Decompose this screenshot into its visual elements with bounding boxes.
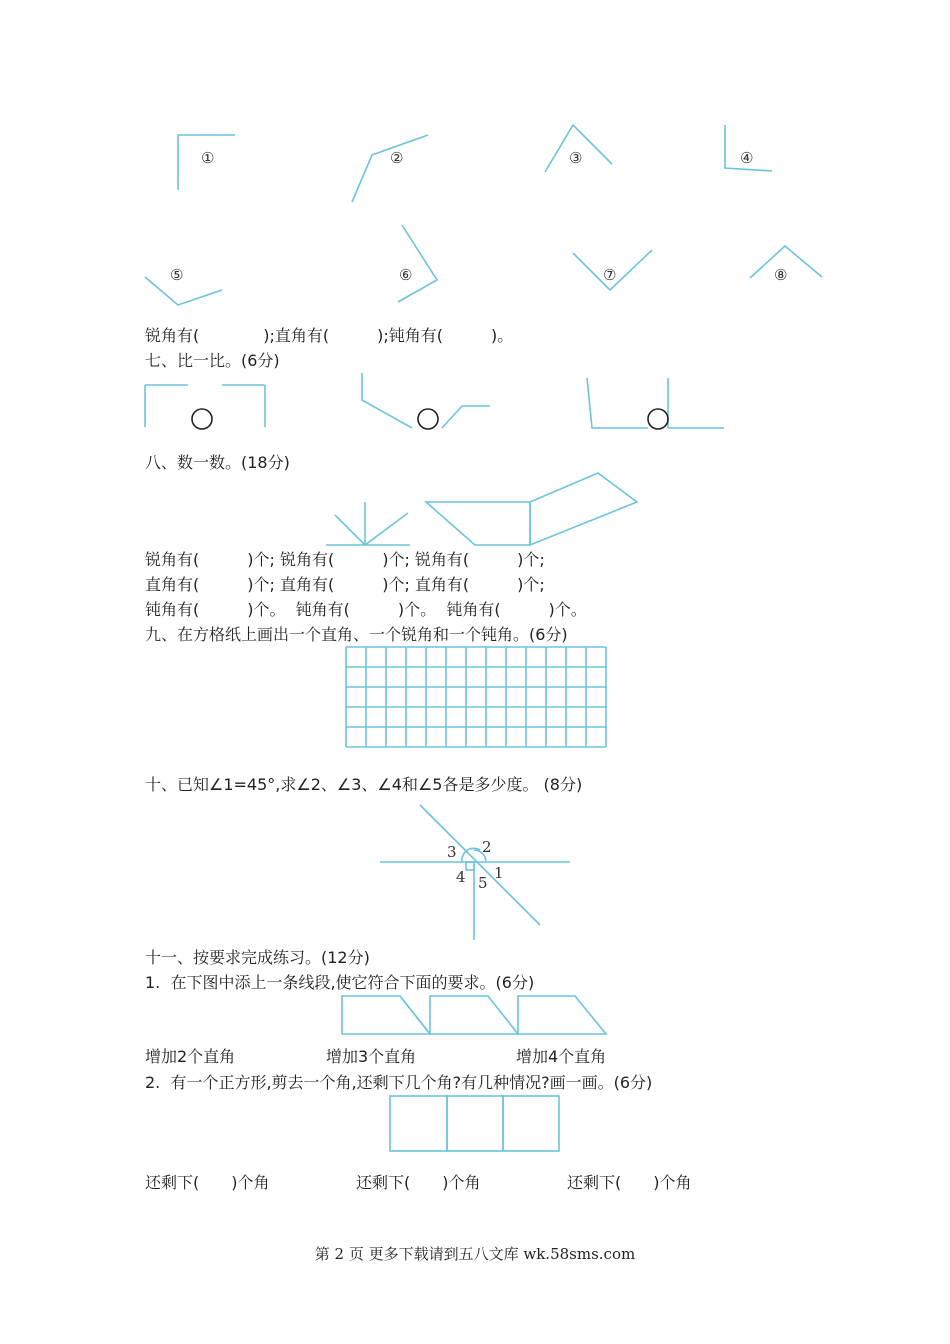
section8-title: 八、数一数。(18分) <box>145 453 290 472</box>
diagonal-line <box>420 805 540 925</box>
grid-paper <box>346 647 606 747</box>
parallelogram-3 <box>518 996 606 1034</box>
section8-row-3: 钝角有( )个。 钝角有( )个。 钝角有( )个。 <box>145 600 587 619</box>
count-fig1-ray2 <box>335 515 365 545</box>
section6-answer: 锐角有( );直角有( );钝角有( )。 <box>145 326 514 345</box>
angle-num-4: 4 <box>456 868 466 886</box>
compare-circle-2 <box>418 409 438 429</box>
section11-q2: 2. 有一个正方形,剪去一个角,还剩下几个角?有几种情况?画一画。(6分) <box>145 1073 653 1092</box>
angle-label-2: ② <box>390 149 404 167</box>
compare-mid-right <box>442 406 490 428</box>
angle-label-4: ④ <box>740 149 754 167</box>
angle-label-7: ⑦ <box>603 266 617 284</box>
angle-label-3: ③ <box>569 149 583 167</box>
count-fig2 <box>426 502 530 545</box>
angle-num-3: 3 <box>447 843 457 861</box>
angle-label-8: ⑧ <box>774 266 788 284</box>
angle-label-1: ① <box>201 149 215 167</box>
count-fig1-ray3 <box>365 513 408 545</box>
parallelogram-2 <box>430 996 518 1034</box>
parallelogram-1 <box>342 996 430 1034</box>
compare-right-left <box>587 378 648 428</box>
section11-title: 十一、按要求完成练习。(12分) <box>145 948 370 967</box>
angle-label-5: ⑤ <box>170 266 184 284</box>
angle-label-6: ⑥ <box>399 266 413 284</box>
section11-q1: 1. 在下图中添上一条线段,使它符合下面的要求。(6分) <box>145 973 535 992</box>
compare-mid-left <box>362 373 412 428</box>
compare-circle-1 <box>192 409 212 429</box>
section8-row-2: 直角有( )个; 直角有( )个; 直角有( )个; <box>145 575 545 594</box>
q2-option-1: 还剩下( )个角 <box>145 1173 270 1192</box>
angle-figure-5 <box>145 277 222 305</box>
angle-num-2: 2 <box>482 838 492 856</box>
square-2 <box>447 1096 503 1151</box>
square-1 <box>390 1096 447 1151</box>
parallelogram-link <box>400 996 430 1034</box>
compare-circle-3 <box>648 409 668 429</box>
section9-title: 九、在方格纸上画出一个直角、一个锐角和一个钝角。(6分) <box>145 625 568 644</box>
angle-figure-6 <box>398 225 437 302</box>
q1-option-1: 增加2个直角 <box>145 1047 236 1066</box>
q1-option-2: 增加3个直角 <box>326 1047 417 1066</box>
q1-option-3: 增加4个直角 <box>516 1047 607 1066</box>
angle-figure-2 <box>352 135 428 202</box>
count-fig3 <box>530 473 637 545</box>
section10-title: 十、已知∠1=45°,求∠2、∠3、∠4和∠5各是多少度。 (8分) <box>145 775 583 794</box>
section8-row-1: 锐角有( )个; 锐角有( )个; 锐角有( )个; <box>145 550 545 569</box>
page-footer: 第 2 页 更多下载请到五八文库 wk.58sms.com <box>314 1245 636 1263</box>
q2-option-2: 还剩下( )个角 <box>356 1173 481 1192</box>
square-3 <box>503 1096 559 1151</box>
angle-num-5: 5 <box>478 874 488 892</box>
section7-title: 七、比一比。(6分) <box>145 351 280 370</box>
angle-num-1: 1 <box>494 864 504 882</box>
right-angle-mark <box>466 862 474 870</box>
q2-option-3: 还剩下( )个角 <box>567 1173 692 1192</box>
